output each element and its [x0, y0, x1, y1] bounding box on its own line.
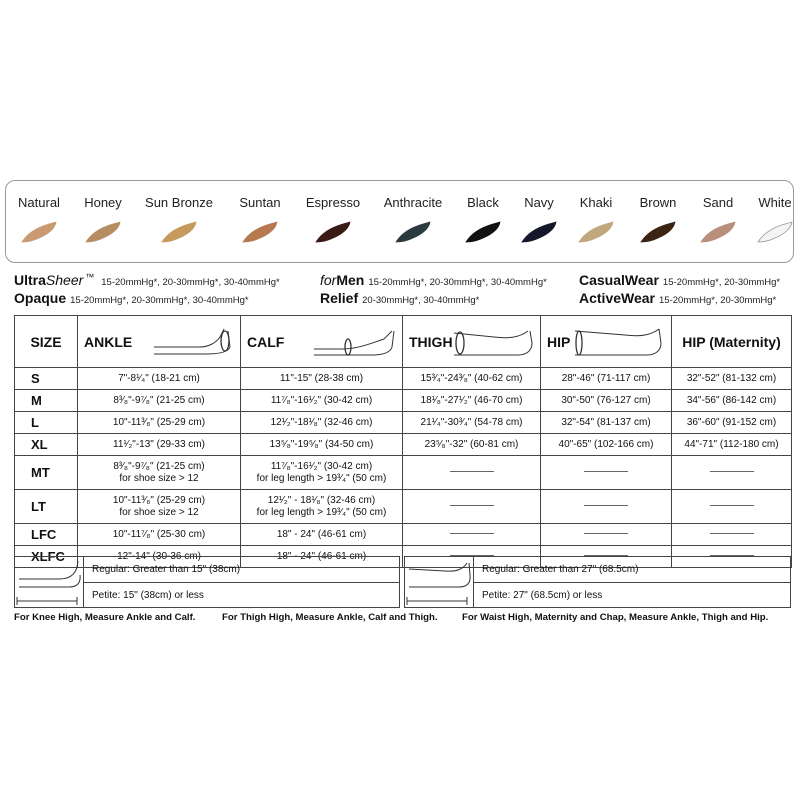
knee-length-box	[14, 556, 400, 608]
swatch-label: Brown	[639, 195, 677, 210]
footnote-thigh-high: For Thigh High, Measure Ankle, Calf and Thigh.	[222, 612, 438, 623]
size-cell: LT	[15, 490, 78, 524]
product-name: CasualWear	[579, 272, 659, 288]
measurement-text: 44"-71" (112-180 cm)	[684, 438, 779, 450]
measurement-text: 32"-54" (81-137 cm)	[561, 416, 651, 428]
hip-cell	[541, 456, 672, 490]
ankle-leg-icon	[154, 327, 234, 357]
thigh-cell	[403, 412, 541, 434]
product-name: Ultra	[14, 272, 46, 288]
header-hip	[541, 316, 672, 368]
table-header-row	[15, 316, 792, 368]
hip-maternity-cell	[672, 390, 792, 412]
hip-cell	[541, 490, 672, 524]
stocking-swatch-icon	[240, 220, 280, 244]
measurement-text: 23⁵⁄₈"-32" (60-81 cm)	[424, 438, 519, 450]
size-cell: XLFC	[15, 546, 78, 568]
header-size	[15, 316, 78, 368]
stocking-swatch-icon	[698, 220, 738, 244]
header-calf	[241, 316, 403, 368]
swatch-label: White	[758, 195, 792, 210]
pressure-list: 15-20mmHg*, 20-30mmHg*, 30-40mmHg*	[101, 277, 280, 288]
not-applicable-dash	[584, 505, 628, 506]
calf-cell	[241, 490, 403, 524]
measurement-text: 8³⁄₈"-9⁷⁄₈" (21-25 cm)	[113, 460, 205, 472]
swatch-label: Sand	[702, 195, 734, 210]
calf-leg-icon	[312, 327, 396, 357]
stocking-swatch-icon	[159, 220, 199, 244]
swatch-label: Navy	[524, 195, 554, 210]
not-applicable-dash	[450, 505, 494, 506]
measurement-text: 12¹⁄₂" - 18¹⁄₈" (32-46 cm)	[267, 494, 376, 506]
ankle-cell	[78, 434, 241, 456]
hip-cell	[541, 368, 672, 390]
not-applicable-dash	[710, 505, 754, 506]
measurement-text: 21¹⁄₄"-30³⁄₄" (54-78 cm)	[420, 416, 523, 428]
hip-leg-icon	[575, 327, 665, 357]
thigh-cell	[403, 456, 541, 490]
hip-maternity-cell	[672, 490, 792, 524]
stocking-swatch-icon	[19, 220, 59, 244]
pressure-list: 15-20mmHg*, 20-30mmHg*	[662, 277, 781, 288]
size-cell: LFC	[15, 524, 78, 546]
swatch-honey	[68, 195, 138, 244]
stocking-swatch-icon	[83, 220, 123, 244]
ankle-cell	[78, 456, 241, 490]
header-hip-label: HIP	[547, 333, 571, 350]
thigh-length-leg-icon	[405, 557, 473, 609]
stocking-swatch-icon	[393, 220, 433, 244]
swatch-anthracite	[378, 195, 448, 244]
not-applicable-dash	[450, 533, 494, 534]
measurement-text: for leg length > 19³⁄₄" (50 cm)	[256, 472, 387, 484]
measurement-text: 18¹⁄₈"-27¹⁄₂" (46-70 cm)	[420, 394, 523, 406]
measurement-text: 18" - 24" (46-61 cm)	[276, 550, 367, 562]
size-cell: M	[15, 390, 78, 412]
header-thigh	[403, 316, 541, 368]
pressure-list: 20-30mmHg*, 30-40mmHg*	[362, 295, 480, 306]
calf-cell	[241, 412, 403, 434]
product-opaque	[14, 290, 249, 308]
table-row	[15, 456, 792, 490]
swatch-sun-bronze	[144, 195, 214, 244]
stocking-swatch-icon	[463, 220, 503, 244]
stocking-swatch-icon	[576, 220, 616, 244]
product-relief	[320, 290, 479, 308]
thigh-petite-length: Petite: 27" (68.5cm) or less	[473, 583, 790, 608]
hip-maternity-cell	[672, 412, 792, 434]
swatch-label: Anthracite	[383, 195, 443, 210]
table-row	[15, 368, 792, 390]
calf-cell	[241, 390, 403, 412]
measurement-text: 12"-14" (30-36 cm)	[117, 550, 201, 562]
hip-cell	[541, 524, 672, 546]
table-row	[15, 412, 792, 434]
not-applicable-dash	[584, 533, 628, 534]
thigh-length-box	[404, 556, 791, 608]
product-name: ActiveWear	[579, 290, 656, 306]
not-applicable-dash	[710, 533, 754, 534]
swatch-suntan	[225, 195, 295, 244]
pressure-list: 15-20mmHg*, 20-30mmHg*, 30-40mmHg*	[70, 295, 249, 306]
measurement-text: 11⁷⁄₈"-16¹⁄₂" (30-42 cm)	[270, 394, 373, 406]
calf-cell	[241, 524, 403, 546]
knee-regular-length: Regular: Greater than 15" (38cm)	[83, 557, 399, 583]
measurement-text: 10"-11³⁄₈" (25-29 cm)	[112, 416, 206, 428]
thigh-cell	[403, 390, 541, 412]
table-row	[15, 524, 792, 546]
size-cell: S	[15, 368, 78, 390]
measurement-text: 11"-15" (28-38 cm)	[279, 372, 364, 384]
not-applicable-dash	[450, 471, 494, 472]
size-cell: XL	[15, 434, 78, 456]
swatch-khaki	[561, 195, 631, 244]
product-lines	[14, 272, 796, 310]
table-row	[15, 490, 792, 524]
color-swatch-panel	[5, 180, 794, 263]
product-name-italic: for	[320, 272, 337, 288]
hip-maternity-cell	[672, 368, 792, 390]
thigh-leg-icon	[454, 327, 534, 357]
ankle-cell	[78, 524, 241, 546]
swatch-label: Sun Bronze	[145, 195, 213, 210]
swatch-white	[740, 195, 800, 244]
header-size-label: SIZE	[30, 333, 62, 350]
thigh-cell	[403, 490, 541, 524]
table-row	[15, 434, 792, 456]
measurement-text: 32"-52" (81-132 cm)	[686, 372, 777, 384]
ankle-cell	[78, 490, 241, 524]
stocking-swatch-icon	[519, 220, 559, 244]
hip-cell	[541, 390, 672, 412]
measurement-text: 8³⁄₈"-9⁷⁄₈" (21-25 cm)	[113, 394, 205, 406]
knee-petite-length: Petite: 15" (38cm) or less	[83, 583, 399, 608]
footnote-waist-high: For Waist High, Maternity and Chap, Measure Ankle, Thigh and Hip.	[462, 612, 769, 623]
hip-maternity-cell	[672, 434, 792, 456]
product-casualwear	[579, 272, 780, 290]
measurement-text: 30"-50" (76-127 cm)	[561, 394, 651, 406]
measurement-text: for shoe size > 12	[119, 506, 199, 518]
header-hip-maternity	[672, 316, 792, 368]
stocking-swatch-icon	[313, 220, 353, 244]
measurement-text: 10"-11³⁄₈" (25-29 cm)	[112, 494, 206, 506]
swatch-label: Espresso	[305, 195, 361, 210]
measurement-text: 18" - 24" (46-61 cm)	[276, 528, 367, 540]
measurement-text: 36"-60" (91-152 cm)	[686, 416, 777, 428]
measurement-text: 28"-46" (71-117 cm)	[561, 372, 651, 384]
hip-maternity-cell	[672, 524, 792, 546]
ankle-cell	[78, 412, 241, 434]
thigh-cell	[403, 434, 541, 456]
header-ankle-label: ANKLE	[84, 333, 133, 350]
measurement-text: 15³⁄₄"-24³⁄₈" (40-62 cm)	[420, 372, 523, 384]
ankle-cell	[78, 368, 241, 390]
measurement-text: 40"-65" (102-166 cm)	[558, 438, 654, 450]
measurement-text: 34"-56" (86-142 cm)	[686, 394, 777, 406]
measurement-text: 11⁷⁄₈"-16¹⁄₂" (30-42 cm)	[270, 460, 373, 472]
pressure-list: 15-20mmHg*, 20-30mmHg*	[659, 295, 777, 306]
hip-cell	[541, 412, 672, 434]
product-name: Opaque	[14, 290, 67, 306]
product-name: Relief	[320, 290, 359, 306]
product-name: Men	[336, 272, 365, 288]
header-hip-maternity-label: HIP (Maternity)	[682, 333, 781, 350]
hip-cell	[541, 434, 672, 456]
swatch-label: Honey	[84, 195, 122, 210]
swatch-label: Natural	[18, 195, 60, 210]
measurement-text: 10"-11⁷⁄₈" (25-30 cm)	[112, 528, 206, 540]
pressure-list: 15-20mmHg*, 20-30mmHg*, 30-40mmHg*	[368, 277, 547, 288]
product-name-italic: Sheer	[45, 272, 84, 288]
footnote-knee-high: For Knee High, Measure Ankle and Calf.	[14, 612, 196, 623]
thigh-cell	[403, 368, 541, 390]
hip-maternity-cell	[672, 456, 792, 490]
measurement-text: for leg length > 19³⁄₄" (50 cm)	[256, 506, 387, 518]
swatch-espresso	[298, 195, 368, 244]
thigh-regular-length: Regular: Greater than 27" (68.5cm)	[473, 557, 790, 583]
calf-cell	[241, 434, 403, 456]
product-ultrasheer	[14, 272, 280, 290]
trademark: ™	[85, 272, 95, 282]
swatch-label: Khaki	[579, 195, 613, 210]
measurement-text: 13⁵⁄₈"-19⁵⁄₈" (34-50 cm)	[269, 438, 374, 450]
product-formen	[320, 272, 547, 290]
measurement-text: for shoe size > 12	[119, 472, 199, 484]
measurement-text: 7"-8¹⁄₄" (18-21 cm)	[118, 372, 200, 384]
not-applicable-dash	[710, 471, 754, 472]
calf-cell	[241, 368, 403, 390]
product-activewear	[579, 290, 776, 308]
swatch-label: Black	[467, 195, 499, 210]
swatch-label: Suntan	[239, 195, 281, 210]
table-row	[15, 390, 792, 412]
knee-length-leg-icon	[15, 557, 83, 609]
measurement-text: 12¹⁄₂"-18¹⁄₈" (32-46 cm)	[270, 416, 373, 428]
header-calf-label: CALF	[247, 333, 285, 350]
measurement-text: 11¹⁄₂"-13" (29-33 cm)	[113, 438, 205, 450]
size-cell: MT	[15, 456, 78, 490]
size-chart-table	[14, 315, 792, 568]
size-cell: L	[15, 412, 78, 434]
swatch-natural	[4, 195, 74, 244]
ankle-cell	[78, 390, 241, 412]
thigh-cell	[403, 524, 541, 546]
not-applicable-dash	[584, 471, 628, 472]
stocking-swatch-icon	[638, 220, 678, 244]
header-thigh-label: THIGH	[409, 333, 453, 350]
calf-cell	[241, 456, 403, 490]
stocking-swatch-icon	[755, 220, 795, 244]
header-ankle	[78, 316, 241, 368]
